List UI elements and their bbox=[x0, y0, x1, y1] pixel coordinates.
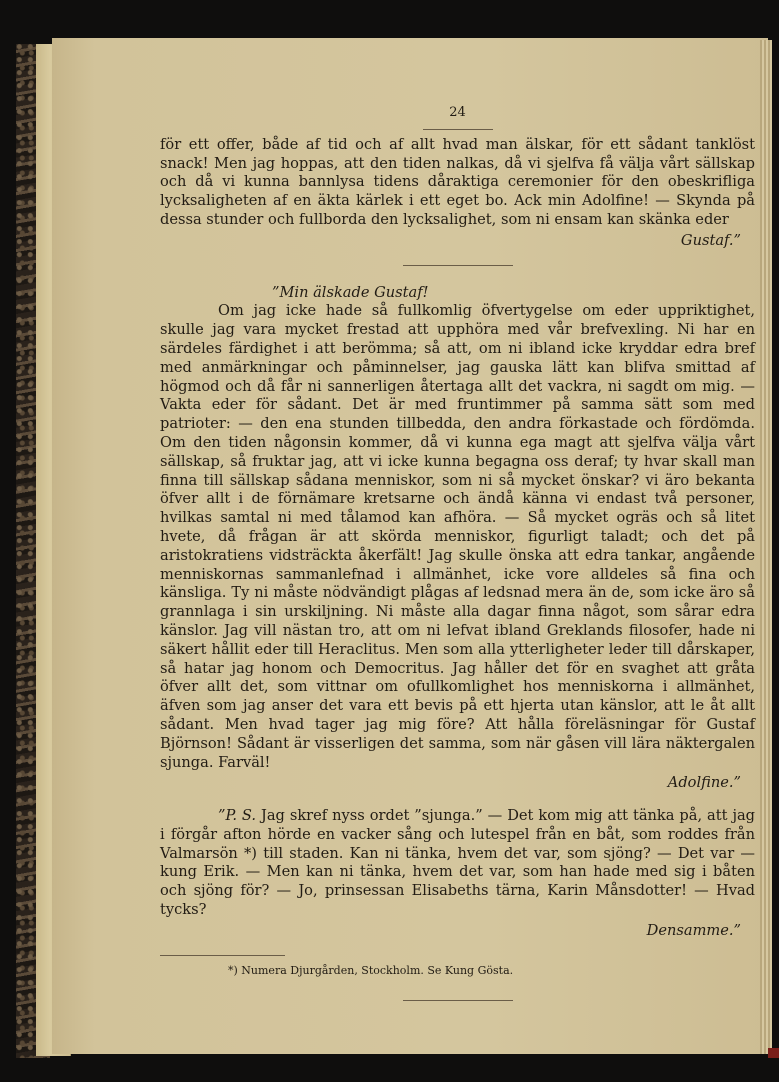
page-right-edge bbox=[760, 40, 772, 1054]
page-content bbox=[160, 104, 755, 1001]
footnote: *) Numera Djurgården, Stockholm. Se Kung Gösta. bbox=[228, 963, 514, 977]
footnote-rule bbox=[160, 955, 285, 956]
postscript-text: Jag skref nyss ordet ”sjunga.” — Det kom mig att tänka på, att jag i förgår afton hörde en vacker sång och lutespel från en båt, som roddes från Valmarsön *) till staden. Kan ni tänka, hvem det var, som sjöng? — Det var — kung Erik. — Men kan ni tänka, hvem det var, som han hade med sig i båten och sjöng för? — Jo, prinsessan Elisabeths tärna, Karin Månsdotter! — Hvad tycks? bbox=[160, 807, 756, 919]
red-corner-mark bbox=[768, 1048, 779, 1058]
signature-adolfine: Adolfine.” bbox=[667, 774, 741, 792]
signature-densamme: Densamme.” bbox=[646, 921, 741, 939]
letter-paragraph-2: Om jag icke hade så fullkomlig öfvertygelse om eder uppriktighet, skulle jag vara mycket frestad att upphöra med vår brefvexling. Ni har en särdeles färdighet i att berömma; så att, om ni ibland icke kryddar edra bref med anmärkningar och påminnelser, jag gauska lätt kan blifva smittad af högmod och då får ni sannerligen återtaga allt det vackra, ni sagdt om mig. — Vakta eder för sådant. Det är med fruntimmer på samma sätt som med patrioter: — den ena stunden tillbedda, den andra förkastade och fördömda. Om den tiden någonsin kommer, då vi kunna ega magt att sjelfva välja vårt sällskap, så fruktar jag, att vi icke kunna begagna oss deraf; ty hvar skall man finna till sällskap sådana menniskor, som ni så mycket önskar? vi äro bekanta öfver allt i de förnämare kretsarne och ändå känna vi endast två personer, hvilkas samtal ni med tålamod kan afhöra. — Så mycket ogräs och så litet hvete, då frågan är att skörda menniskor, figurligt taladt; och det på aristokratiens vidsträckta åkerfält! Jag skulle önska att edra tankar, angående menniskornas sammanlefnad i allmänhet, icke vore alldeles så fina och känsliga. Ty ni måste nödvändigt plågas af ledsnad mera än de, som icke äro så grannlaga i sin urskiljning. Ni måste alla dagar finna något, som sårar edra känslor. Jag vill nästan tro, att om ni lefvat ibland Greklands filosofer, hade ni säkert hållit eder till Heraclitus. Men som alla ytterligheter leder till dårskaper, så hatar jag honom och Democritus. Jag håller det för en svaghet att gråta öfver allt det, som vittnar om ofullkomlighet hos menniskorna i allmänhet, äfven som jag anser det vara ett bevis på ett hjerta utan känslor, att le åt allt sådant. Men hvad tager jag mig före? Att hålla föreläsningar för Gustaf Björnson! Sådant är visserligen det samma, som när gåsen vill lära näktergalen sjunga. Farväl! bbox=[160, 302, 755, 771]
section-divider bbox=[403, 265, 513, 266]
end-rule bbox=[403, 1000, 513, 1001]
postscript bbox=[160, 807, 755, 920]
signature-gustaf: Gustaf.” bbox=[680, 231, 741, 249]
letter-paragraph-1: för ett offer, både af tid och af allt hvad man älskar, för ett sådant tanklöst snack! Men jag hoppas, att den tiden nalkas, då vi sjelfva få välja vårt sällskap och då vi kunna bannlysa tidens dåraktiga ceremonier för den obeskrifliga lycksaligheten af en äkta kärlek i ett eget bo. Ack min Adolfine! — Skynda på dessa stunder och fullborda den lycksalighet, som ni ensam kan skänka eder bbox=[160, 135, 755, 228]
postscript-label: ”P. S. bbox=[218, 807, 257, 825]
page-number-rule bbox=[423, 129, 493, 130]
page-number: 24 bbox=[449, 105, 466, 120]
letter-greeting: ”Min älskade Gustaf! bbox=[272, 283, 429, 301]
